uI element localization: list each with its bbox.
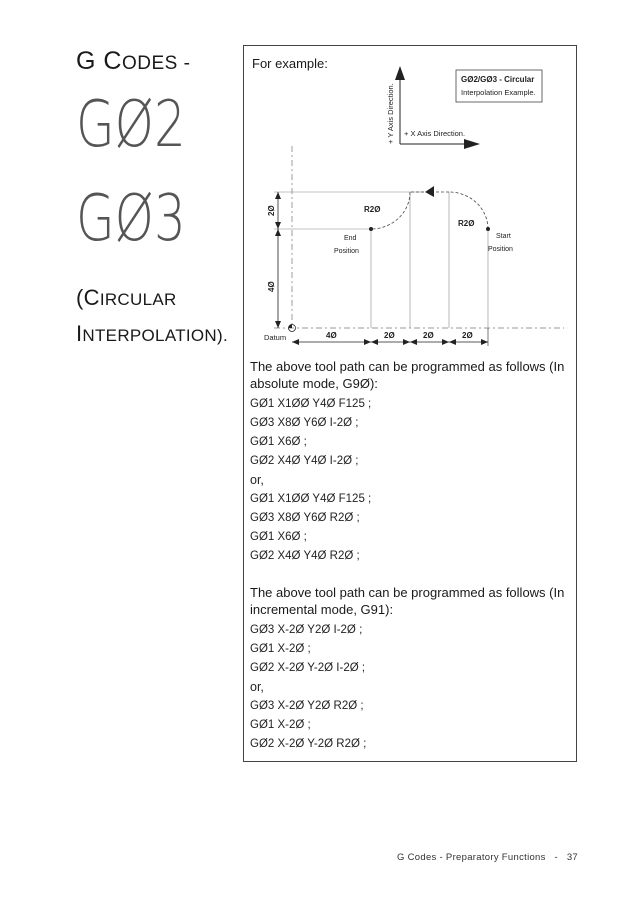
dim-v40-arrow-top [275, 229, 281, 236]
inc-or: or, [250, 680, 264, 694]
dim-vertical-40-label: 4Ø [267, 281, 276, 292]
inc-line-b1: GØ3 X-2Ø Y2Ø R2Ø ; [250, 700, 364, 712]
subtitle [76, 281, 236, 353]
end-label-line1: End [344, 235, 357, 242]
dim-h-20-label-3: 2Ø [462, 331, 473, 340]
path-direction-arrow [425, 186, 434, 197]
dim-h-arrow-100 [481, 339, 488, 345]
start-label-line1: Start [496, 233, 511, 240]
inc-line-b3: GØ2 X-2Ø Y-2Ø R2Ø ; [250, 738, 367, 750]
sub1-rest: IRCULAR [99, 290, 177, 309]
dim-v20-arrow-bottom [275, 222, 281, 229]
abs-line-a1: GØ1 X1ØØ Y4Ø F125 ; [250, 398, 372, 410]
dim-v20-arrow-top [275, 192, 281, 199]
inc-line-a1: GØ3 X-2Ø Y2Ø I-2Ø ; [250, 624, 363, 636]
sub1-first: (C [76, 285, 100, 310]
x-axis-label: + X Axis Direction. [404, 129, 466, 138]
y-axis-label: + Y Axis Direction. [386, 83, 395, 144]
abs-line-b1: GØ1 X1ØØ Y4Ø F125 ; [250, 493, 372, 505]
abs-line-a4: GØ2 X4Ø Y4Ø I-2Ø ; [250, 455, 359, 467]
sub2-rest: NTERPOLATION). [82, 326, 228, 345]
code-g03: GØ3 [76, 182, 186, 256]
example-box [243, 45, 577, 762]
dim-h-20-label-2: 2Ø [423, 331, 434, 340]
start-label-line2: Position [488, 246, 513, 253]
inc-line-a2: GØ1 X-2Ø ; [250, 643, 311, 655]
circular-interpolation-diagram [244, 66, 578, 366]
page-number: 37 [566, 852, 578, 863]
dim-h-arrow-60b [410, 339, 417, 345]
dim-h-arrow-40a [364, 339, 371, 345]
datum-label: Datum [264, 333, 287, 342]
inc-line-b2: GØ1 X-2Ø ; [250, 719, 311, 731]
end-label-line2: Position [334, 248, 359, 255]
incremental-intro: The above tool path can be programmed as follows (In incremental mode, G91): [250, 585, 565, 617]
abs-line-a2: GØ3 X8Ø Y6Ø I-2Ø ; [250, 417, 359, 429]
page-footer [397, 852, 578, 863]
footer-separator: - [554, 852, 558, 863]
heading-rest: ODES - [121, 53, 191, 74]
code-g02: GØ2 [76, 88, 186, 162]
section-heading [76, 44, 236, 81]
sub2-first: I [76, 321, 83, 346]
dim-h-arrow-60a [403, 339, 410, 345]
diagram-title-line2: Interpolation Example. [461, 88, 536, 97]
sidebar [76, 44, 236, 353]
dim-h-arrow-0 [292, 339, 299, 345]
end-position-point [369, 227, 373, 231]
abs-line-a3: GØ1 X6Ø ; [250, 436, 307, 448]
dim-h-20-label-1: 2Ø [384, 331, 395, 340]
abs-line-b4: GØ2 X4Ø Y4Ø R2Ø ; [250, 550, 360, 562]
start-position-point [486, 227, 490, 231]
dim-h-arrow-80b [449, 339, 456, 345]
heading-g: G C [76, 47, 122, 75]
abs-line-b3: GØ1 X6Ø ; [250, 531, 307, 543]
for-example-label: For example: [252, 56, 328, 71]
footer-title: G Codes - Preparatory Functions [397, 852, 546, 863]
datum-marker-fill [289, 325, 293, 329]
y-direction-arrowhead [395, 66, 405, 80]
dim-vertical-20-label: 2Ø [267, 205, 276, 216]
dim-h-arrow-80a [442, 339, 449, 345]
dim-v40-arrow-bottom [275, 321, 281, 328]
dim-h-arrow-40b [371, 339, 378, 345]
inc-line-a3: GØ2 X-2Ø Y-2Ø I-2Ø ; [250, 662, 366, 674]
abs-or: or, [250, 473, 264, 487]
absolute-intro: The above tool path can be programmed as follows (In absolute mode, G9Ø): [250, 359, 565, 391]
dim-h-40-label: 4Ø [326, 331, 337, 340]
abs-line-b2: GØ3 X8Ø Y6Ø R2Ø ; [250, 512, 360, 524]
radius-label-2: R2Ø [458, 219, 475, 228]
diagram-title-line1: GØ2/GØ3 - Circular [461, 75, 535, 84]
program-listing [250, 358, 572, 754]
x-direction-arrowhead [464, 139, 480, 149]
radius-label-1: R2Ø [364, 205, 381, 214]
